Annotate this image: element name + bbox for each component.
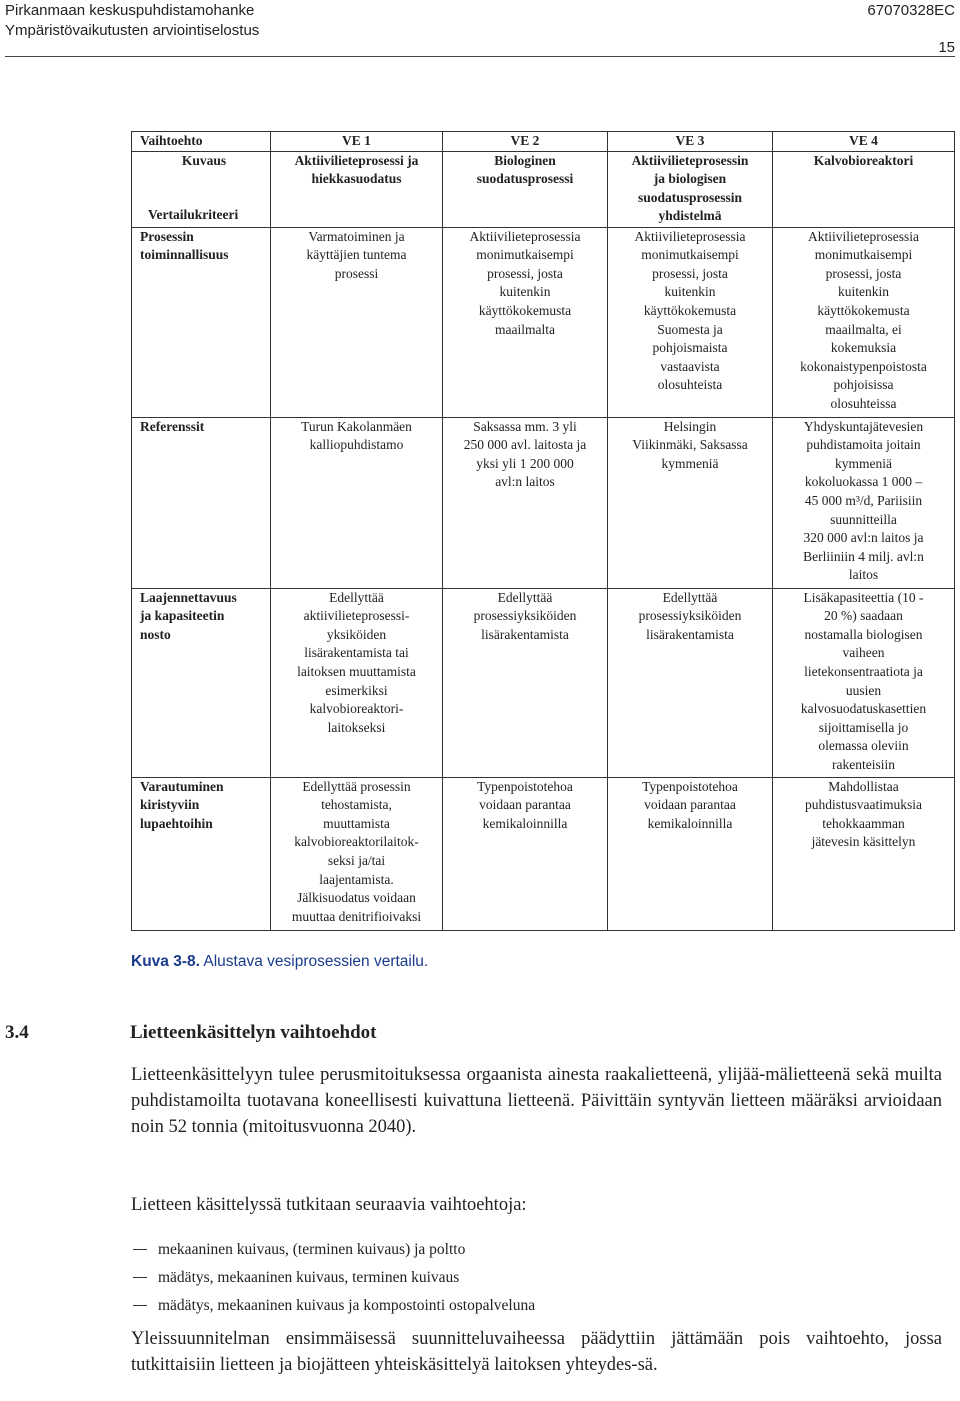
list-item: mädätys, mekaaninen kuivaus, terminen kuivaus xyxy=(131,1264,535,1292)
cell-line: monimutkaisempi xyxy=(641,247,739,263)
cell-line: laitos xyxy=(848,567,879,583)
cell-line: kalliopuhdistamo xyxy=(309,437,404,453)
cell-line: hiekkasuodatus xyxy=(311,171,402,187)
cell-line: seksi ja/tai xyxy=(327,852,386,868)
cell-line: Varmatoiminen ja xyxy=(308,228,405,244)
cell-line: kiristyviin xyxy=(140,797,200,813)
cell-line: Saksassa mm. 3 yli xyxy=(473,418,577,434)
criteria-label-cell xyxy=(132,777,271,930)
cell-line: prosessiyksiköiden xyxy=(638,608,742,624)
criteria-cell xyxy=(271,417,443,588)
cell-line: lupaehtoihin xyxy=(140,815,213,831)
criteria-cell xyxy=(608,777,773,930)
cell-line: Lisäkapasiteettia (10 - xyxy=(803,589,924,605)
cell-line: jätevesin käsittelyn xyxy=(811,834,916,850)
cell-line: prosessi, josta xyxy=(487,265,563,281)
cell-line: Typenpoistotehoa xyxy=(642,778,738,794)
criteria-cell xyxy=(271,777,443,930)
cell-line: Referenssit xyxy=(140,418,205,434)
cell-line: Kalvobioreaktori xyxy=(813,152,914,168)
cell-line: esimerkiksi xyxy=(325,682,388,698)
cell-line: Edellyttää prosessin xyxy=(302,778,411,794)
cell-line: käyttäjien tuntema xyxy=(306,247,407,263)
cell-line: puhdistusvaatimuksia xyxy=(805,797,922,813)
criteria-cell xyxy=(608,417,773,588)
criteria-cell xyxy=(443,227,608,417)
cell-line: vaiheen xyxy=(842,645,885,661)
cell-line: Mahdollistaa xyxy=(828,778,899,794)
cell-line: laajentamista. xyxy=(319,871,394,887)
document-subtitle: Ympäristövaikutusten arviointiselostus xyxy=(5,22,260,39)
cell-line: Jälkisuodatus voidaan xyxy=(297,890,416,906)
list-item: mädätys, mekaaninen kuivaus ja kompostointi ostopalveluna xyxy=(131,1292,535,1320)
cell-line: olosuhteista xyxy=(657,377,723,393)
criteria-cell xyxy=(608,588,773,777)
cell-line: Yhdyskuntajätevesien xyxy=(803,418,924,434)
cell-line: puhdistamoita joitain xyxy=(806,437,921,453)
description-cell xyxy=(773,151,955,227)
cell-line: Edellyttää xyxy=(497,589,553,605)
header-cell: Vaihtoehto xyxy=(132,132,271,152)
cell-line: ja kapasiteetin xyxy=(140,608,225,624)
criteria-cell xyxy=(443,417,608,588)
cell-line: tehokkaamman xyxy=(822,815,905,831)
cell-line: prosessiyksiköiden xyxy=(473,608,577,624)
paragraph: Yleissuunnitelman ensimmäisessä suunnitteluvaiheessa päädyttiin jättämään pois vaihtoehto, jossa tutkittaisiin lietteen ja biojätteen yhteiskäsittelyä laitoksen yhteydes-sä. xyxy=(131,1329,942,1375)
header-cell: VE 3 xyxy=(608,132,773,152)
paragraph: Lietteenkäsittelyyn tulee perusmitoituksessa orgaanista ainesta raakalietteenä, ylijää-mälietteenä sekä muilta puhdistamoilta tuotavana koneellisesti kuivattuna lietteenä. Päivittäin syntyvän lietteen määräksi arvioidaan noin 52 tonnia (mitoitusvuonna 2040). xyxy=(131,1065,942,1137)
cell-line: kuitenkin xyxy=(664,284,716,300)
page-header xyxy=(5,0,955,55)
criteria-cell xyxy=(271,227,443,417)
cell-line: olemassa oleviin xyxy=(818,738,909,754)
cell-line: suodatusprosessi xyxy=(476,171,574,187)
cell-line: Berliiniin 4 milj. avl:n xyxy=(803,548,924,564)
cell-line: kuitenkin xyxy=(499,284,551,300)
description-cell xyxy=(608,151,773,227)
cell-line: 250 000 avl. laitosta ja xyxy=(463,437,587,453)
cell-line: Aktiivilieteprosessia xyxy=(808,228,919,244)
criteria-label-cell xyxy=(132,417,271,588)
cell-line: Prosessin xyxy=(140,228,194,244)
cell-line: olosuhteissa xyxy=(830,395,897,411)
cell-line: kalvosuodatuskasettien xyxy=(800,701,927,717)
cell-line: kokonaistypenpoistosta xyxy=(800,358,927,374)
cell-line: kalvobioreaktori- xyxy=(309,701,404,717)
cell-line: muuttaa denitrifioivaksi xyxy=(291,908,422,924)
description-label-cell xyxy=(132,151,271,227)
criteria-row xyxy=(132,227,955,417)
cell-line: Edellyttää xyxy=(662,589,718,605)
cell-line: sijoittamisella jo xyxy=(818,719,909,735)
cell-line: Suomesta ja xyxy=(657,321,723,337)
caption-label: Kuva 3-8. xyxy=(131,953,200,970)
criteria-cell xyxy=(773,417,955,588)
description-cell xyxy=(271,151,443,227)
table-header-row xyxy=(132,132,955,152)
cell-line: kuitenkin xyxy=(838,284,889,300)
description-cell xyxy=(443,151,608,227)
cell-line: Biologinen xyxy=(494,152,556,168)
cell-line: muuttamista xyxy=(323,815,390,831)
cell-line: Edellyttää xyxy=(329,589,384,605)
cell-line: tehostamista, xyxy=(321,797,392,813)
cell-line: laitoksen muuttamista xyxy=(297,663,416,679)
cell-line: lisärakentamista xyxy=(481,626,569,642)
cell-line: Turun Kakolanmäen xyxy=(301,418,412,434)
description-row xyxy=(132,151,955,227)
cell-line: Aktiivilieteprosessi ja xyxy=(294,152,419,168)
cell-line: käyttökokemusta xyxy=(643,302,737,318)
cell-line: Aktiivilieteprosessin xyxy=(631,152,749,168)
cell-line: vastaavista xyxy=(660,358,720,374)
cell-line: kokoluokassa 1 000 – xyxy=(804,474,923,490)
cell-line: nosto xyxy=(140,626,171,642)
cell-line: kemikaloinnilla xyxy=(647,815,733,831)
kuvaus-label: Kuvaus xyxy=(181,152,227,168)
cell-line: lietekonsentraatiota ja xyxy=(804,663,923,679)
cell-line: Helsingin xyxy=(663,418,717,434)
criteria-cell xyxy=(608,227,773,417)
cell-line: rakenteisiin xyxy=(832,756,895,772)
cell-line: Typenpoistotehoa xyxy=(477,778,573,794)
criteria-cell xyxy=(443,588,608,777)
cell-line: monimutkaisempi xyxy=(476,247,574,263)
cell-line: Varautuminen xyxy=(140,778,224,794)
cell-line: uusien xyxy=(845,682,882,698)
cell-line: yksi yli 1 200 000 xyxy=(476,455,574,471)
cell-line: toiminnallisuus xyxy=(140,247,229,263)
criteria-cell xyxy=(773,588,955,777)
cell-line: prosessi, josta xyxy=(652,265,728,281)
criteria-label-cell xyxy=(132,588,271,777)
cell-line: kymmeniä xyxy=(835,455,892,471)
figure-caption xyxy=(131,953,428,971)
list-item: mekaaninen kuivaus, (terminen kuivaus) ja poltto xyxy=(131,1236,535,1264)
criteria-cell xyxy=(773,777,955,930)
cell-line: yhdistelmä xyxy=(658,208,722,224)
criteria-row xyxy=(132,777,955,930)
cell-line: voidaan parantaa xyxy=(479,797,571,813)
cell-line: suodatusprosessin xyxy=(637,189,743,205)
cell-line: yksiköiden xyxy=(326,626,387,642)
criteria-cell xyxy=(443,777,608,930)
cell-line: 20 %) saadaan xyxy=(824,608,903,624)
cell-line: lisärakentamista xyxy=(646,626,734,642)
criteria-label-cell xyxy=(132,227,271,417)
cell-line: Aktiivilieteprosessia xyxy=(469,228,581,244)
cell-line: ja biologisen xyxy=(653,171,727,187)
criteria-label: Vertailukriteeri xyxy=(148,207,239,222)
cell-line: 320 000 avl:n laitos ja xyxy=(803,530,924,546)
criteria-cell xyxy=(271,588,443,777)
cell-line: prosessi, josta xyxy=(825,265,902,281)
cell-line: aktiivilieteprosessi- xyxy=(303,608,410,624)
document-title: Pirkanmaan keskuspuhdistamohanke xyxy=(5,2,255,19)
header-cell: VE 1 xyxy=(271,132,443,152)
paragraph: Lietteen käsittelyssä tutkitaan seuraavia vaihtoehtoja: xyxy=(131,1195,527,1215)
cell-line: käyttökokemusta xyxy=(817,302,910,318)
cell-line: avl:n laitos xyxy=(495,474,555,490)
cell-line: käyttökokemusta xyxy=(478,302,572,318)
cell-line: kokemuksia xyxy=(830,340,897,356)
cell-line: prosessi xyxy=(334,265,379,281)
cell-line: maailmalta, ei xyxy=(825,321,902,337)
criteria-row xyxy=(132,588,955,777)
criteria-row xyxy=(132,417,955,588)
cell-line: pohjoismaista xyxy=(652,340,728,356)
caption-text: Alustava vesiprosessien vertailu. xyxy=(203,953,429,970)
header-cell: VE 2 xyxy=(443,132,608,152)
cell-line: Aktiivilieteprosessia xyxy=(634,228,746,244)
cell-line: monimutkaisempi xyxy=(814,247,913,263)
cell-line: 45 000 m³/d, Pariisiin xyxy=(804,492,923,508)
cell-line: lisärakentamista tai xyxy=(304,645,409,661)
cell-line: kymmeniä xyxy=(661,455,719,471)
cell-line: Viikinmäki, Saksassa xyxy=(632,437,748,453)
cell-line: Laajennettavuus xyxy=(140,589,237,605)
cell-line: pohjoisissa xyxy=(833,377,894,393)
cell-line: kemikaloinnilla xyxy=(482,815,568,831)
cell-line: laitokseksi xyxy=(327,719,386,735)
options-list xyxy=(131,1236,535,1320)
section-number: 3.4 xyxy=(5,1022,29,1043)
section-title: Lietteenkäsittelyn vaihtoehdot xyxy=(130,1022,377,1043)
comparison-table xyxy=(131,131,955,931)
cell-line: nostamalla biologisen xyxy=(804,626,923,642)
cell-line: suunnitteilla xyxy=(830,511,897,527)
page-number: 15 xyxy=(938,39,955,56)
header-cell: VE 4 xyxy=(773,132,955,152)
cell-line: voidaan parantaa xyxy=(644,797,736,813)
cell-line: maailmalta xyxy=(495,321,555,337)
document-code: 67070328EC xyxy=(867,2,955,19)
criteria-cell xyxy=(773,227,955,417)
cell-line: kalvobioreaktorilaitok- xyxy=(294,834,419,850)
header-rule xyxy=(5,56,955,57)
